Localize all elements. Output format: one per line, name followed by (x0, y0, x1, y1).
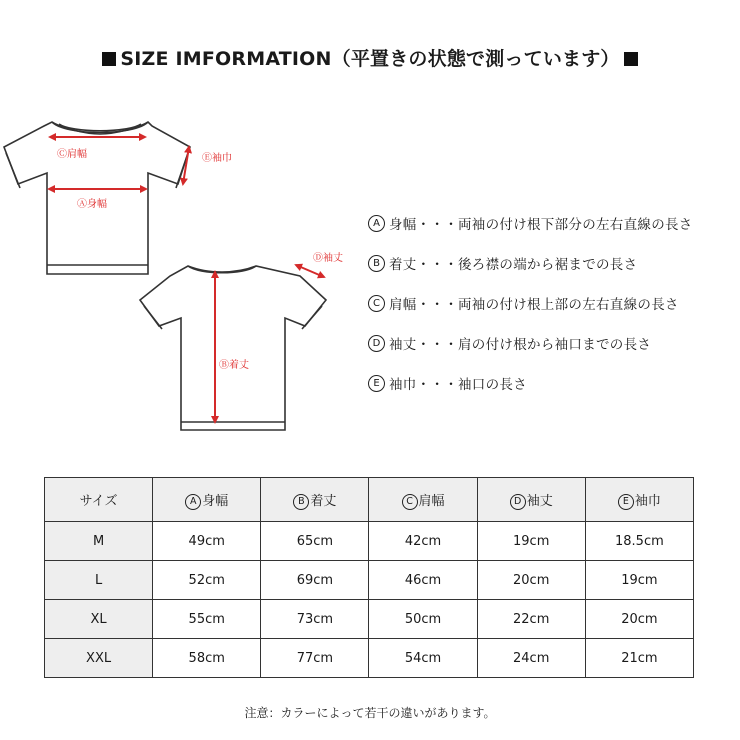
circled-letter-icon: D (510, 494, 526, 510)
table-cell: 20cm (585, 600, 693, 639)
table-cell: 65cm (261, 522, 369, 561)
label-body-length: Ⓑ着丈 (219, 360, 249, 371)
circled-letter-icon: E (618, 494, 634, 510)
label-sleeve-length: Ⓓ袖丈 (313, 253, 343, 264)
column-header: E 袖巾 (585, 478, 693, 522)
title-text: SIZE IMFORMATION（平置きの状態で測っています） (120, 48, 620, 70)
circled-letter-icon: B (368, 255, 385, 272)
table-cell: 18.5cm (585, 522, 693, 561)
label-body-width: Ⓐ身幅 (77, 199, 107, 210)
circled-letter-icon: C (402, 494, 418, 510)
legend-text: 肩幅・・・両袖の付け根上部の左右直線の長さ (389, 297, 679, 313)
legend-text: 袖丈・・・肩の付け根から袖口までの長さ (389, 337, 652, 353)
table-cell: 52cm (153, 561, 261, 600)
legend-item (368, 323, 738, 363)
table-row (45, 561, 694, 600)
label-sleeve-width: Ⓔ袖巾 (202, 153, 232, 164)
legend-item (368, 283, 738, 323)
table-cell: 77cm (261, 639, 369, 678)
black-square-icon (102, 52, 116, 66)
table-row (45, 600, 694, 639)
circled-letter-icon: E (368, 375, 385, 392)
size-cell: M (45, 522, 153, 561)
circled-letter-icon: C (368, 295, 385, 312)
legend-text: 袖巾・・・袖口の長さ (389, 377, 527, 393)
column-header: C 肩幅 (369, 478, 477, 522)
sleeve-length-arrow (296, 265, 324, 277)
black-square-icon (624, 52, 638, 66)
table-cell: 46cm (369, 561, 477, 600)
size-table (44, 477, 694, 678)
circled-letter-icon: B (293, 494, 309, 510)
size-cell: L (45, 561, 153, 600)
table-cell: 19cm (477, 522, 585, 561)
table-cell: 24cm (477, 639, 585, 678)
table-cell: 49cm (153, 522, 261, 561)
legend-text: 着丈・・・後ろ襟の端から裾までの長さ (389, 257, 638, 273)
back-tshirt-outline (140, 266, 326, 430)
table-cell: 55cm (153, 600, 261, 639)
size-column-header: サイズ (45, 478, 153, 522)
table-cell: 22cm (477, 600, 585, 639)
circled-letter-icon: D (368, 335, 385, 352)
legend-item (368, 203, 738, 243)
circled-letter-icon: A (368, 215, 385, 232)
label-shoulder-width: Ⓒ肩幅 (57, 149, 87, 160)
table-cell: 21cm (585, 639, 693, 678)
legend-item (368, 363, 738, 403)
size-cell: XL (45, 600, 153, 639)
table-cell: 73cm (261, 600, 369, 639)
table-header-row (45, 478, 694, 522)
color-variation-note: 注意：カラーによって若干の違いがあります。 (244, 706, 496, 720)
legend-item (368, 243, 738, 283)
table-row (45, 522, 694, 561)
table-row (45, 639, 694, 678)
table-cell: 54cm (369, 639, 477, 678)
table-cell: 19cm (585, 561, 693, 600)
table-cell: 42cm (369, 522, 477, 561)
page-title (0, 44, 740, 71)
column-header: B 着丈 (261, 478, 369, 522)
column-header: A 身幅 (153, 478, 261, 522)
circled-letter-icon: A (185, 494, 201, 510)
table-cell: 58cm (153, 639, 261, 678)
size-cell: XXL (45, 639, 153, 678)
legend-text: 身幅・・・両袖の付け根下部分の左右直線の長さ (389, 217, 693, 233)
measurement-legend (368, 203, 738, 403)
table-cell: 69cm (261, 561, 369, 600)
column-header: D 袖丈 (477, 478, 585, 522)
table-cell: 50cm (369, 600, 477, 639)
table-cell: 20cm (477, 561, 585, 600)
